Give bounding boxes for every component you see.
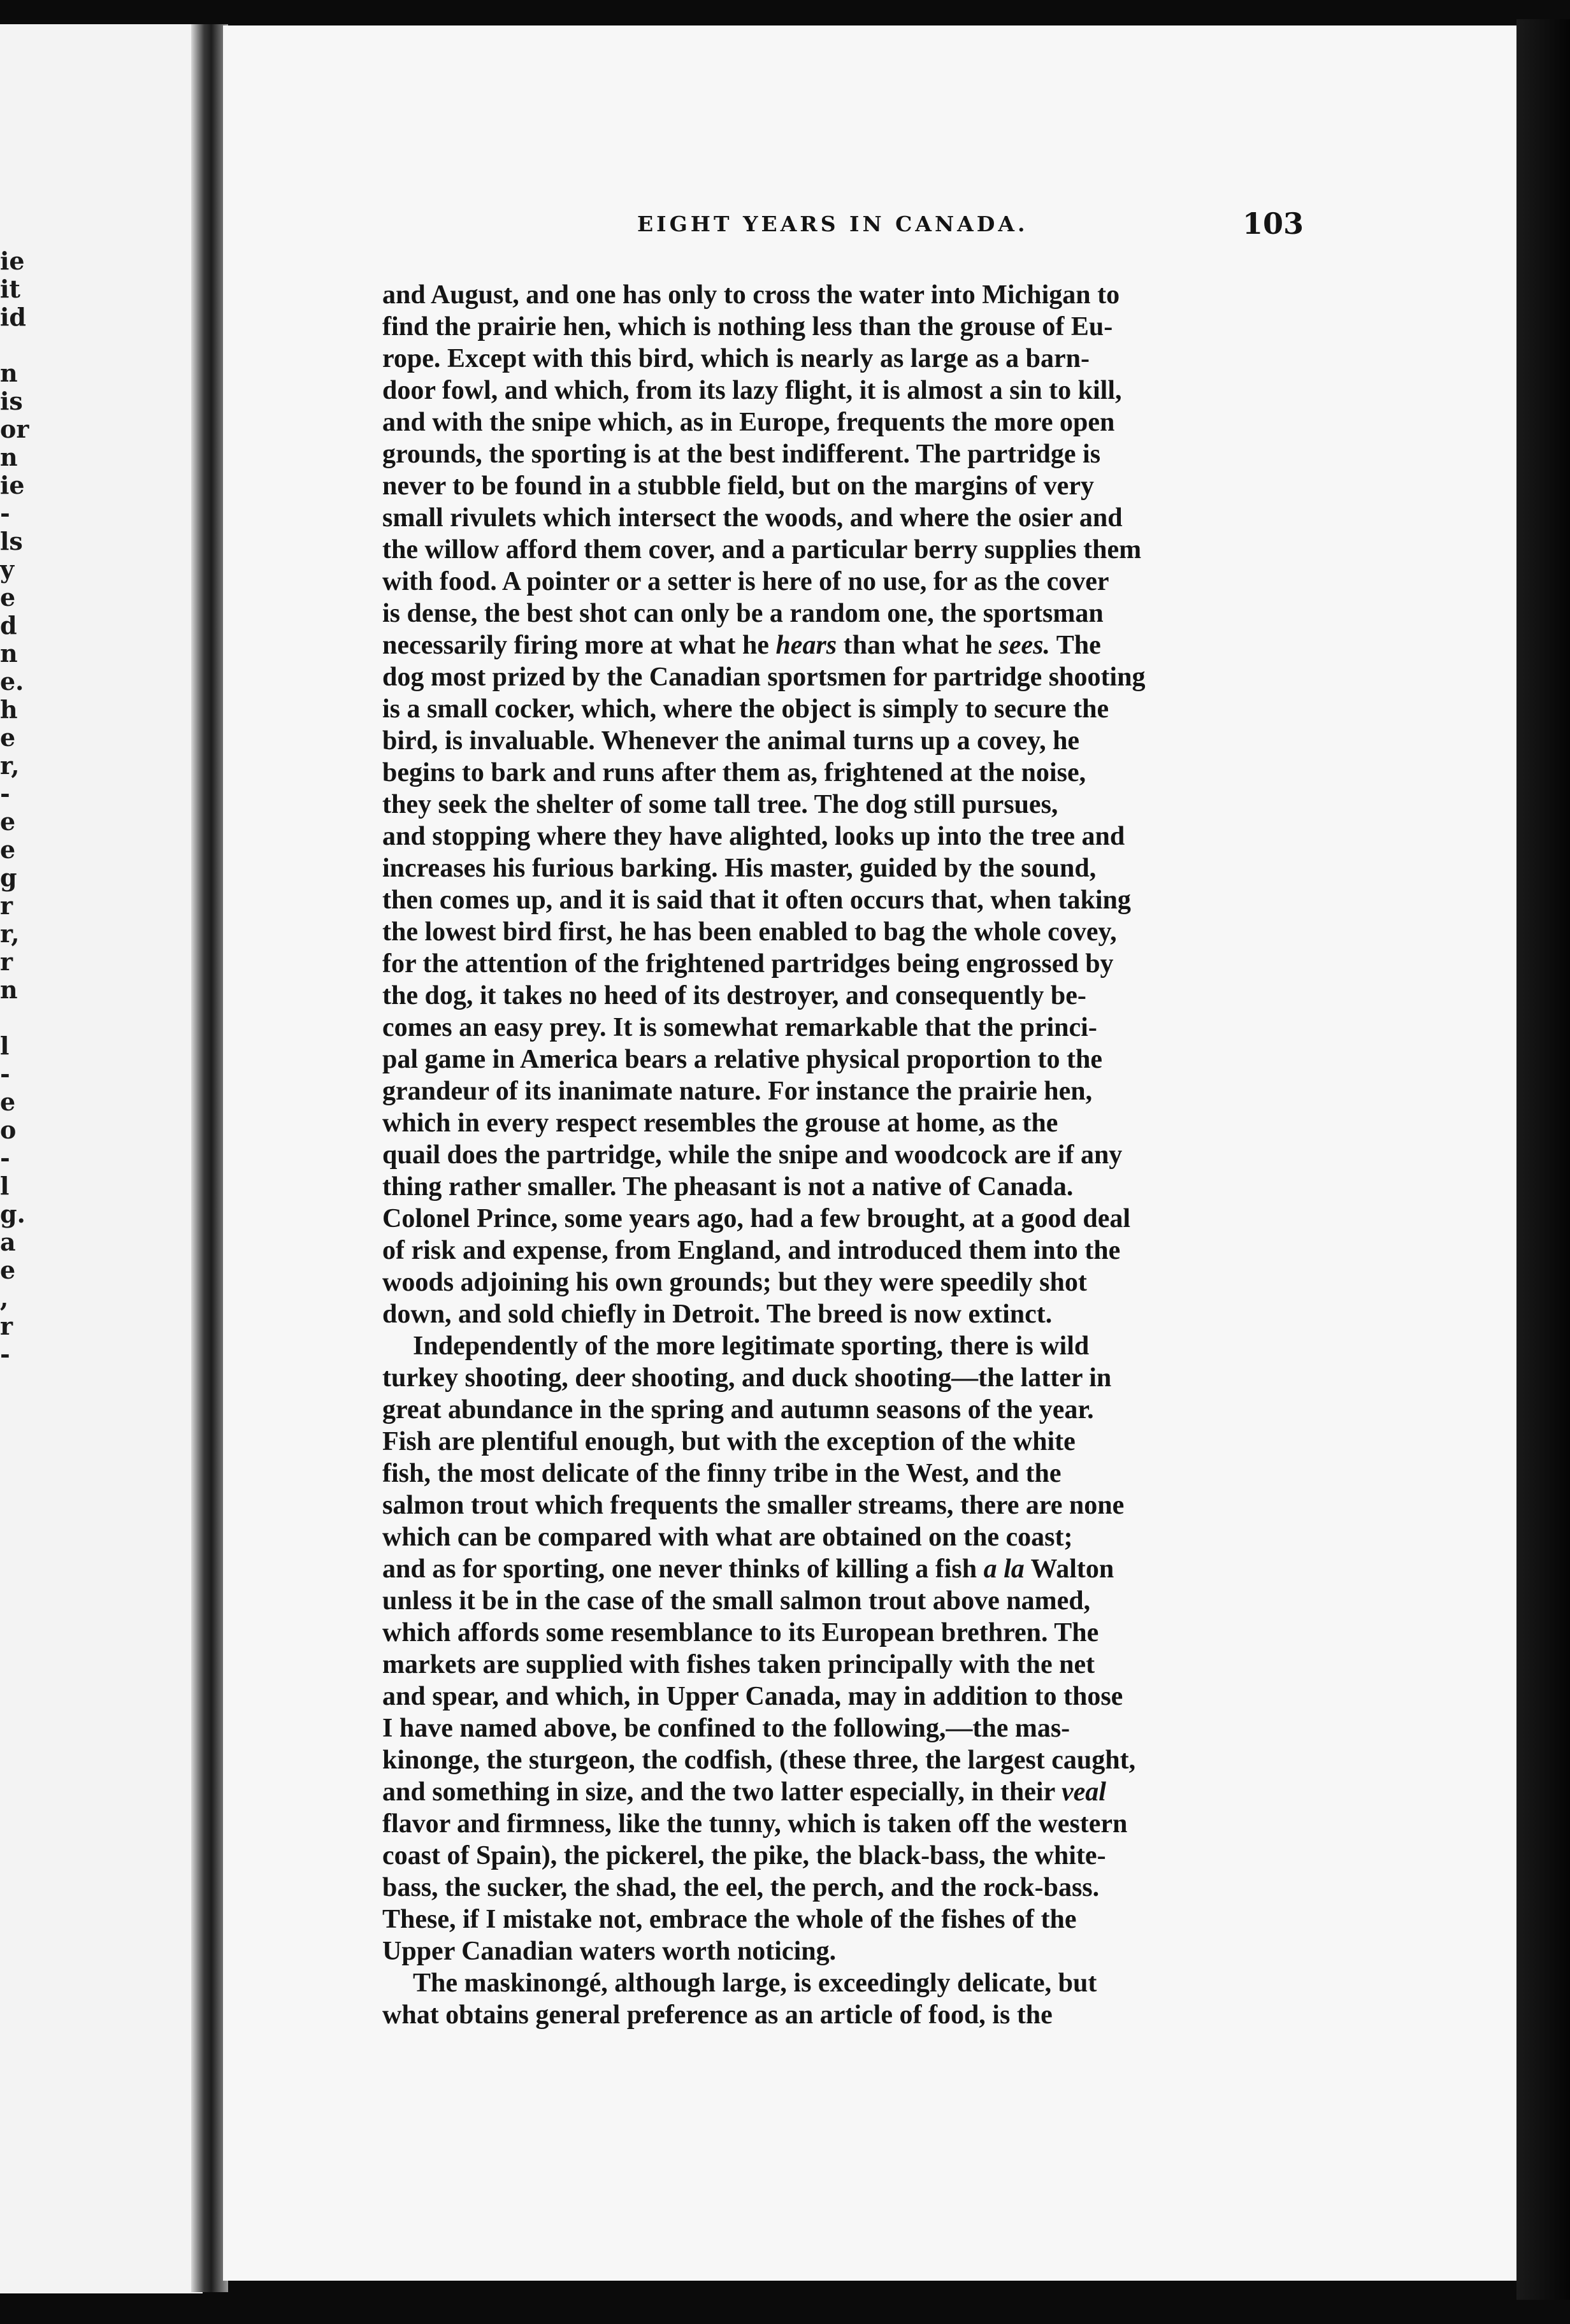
left-fragment: h bbox=[0, 695, 18, 724]
left-fragment: n bbox=[0, 639, 18, 668]
text-line: bass, the sucker, the shad, the eel, the perch, and the rock-bass. bbox=[382, 1873, 1100, 1902]
text-line: These, if I mistake not, embrace the whole of the fishes of the bbox=[382, 1905, 1077, 1934]
text-line: the lowest bird first, he has been enabled to bag the whole covey, bbox=[382, 917, 1117, 947]
text-line: comes an easy prey. It is somewhat remarkable that the princi- bbox=[382, 1013, 1097, 1042]
text-line: the dog, it takes no heed of its destroyer, and consequently be- bbox=[382, 981, 1086, 1010]
left-fragment: d bbox=[0, 611, 17, 640]
text-line: and August, and one has only to cross the water into Michigan to bbox=[382, 280, 1120, 310]
left-fragment: id bbox=[0, 303, 27, 331]
text-line: necessarily firing more at what he hears than what he sees. The bbox=[382, 631, 1101, 660]
left-fragment: r bbox=[0, 891, 13, 920]
left-fragment: e bbox=[0, 1087, 16, 1116]
text-line: with food. A pointer or a setter is here of no use, for as the cover bbox=[382, 567, 1109, 596]
left-facing-page bbox=[0, 24, 203, 2293]
text-line: Colonel Prince, some years ago, had a few brought, at a good deal bbox=[382, 1204, 1131, 1233]
left-fragment: e bbox=[0, 807, 16, 836]
page-body bbox=[382, 279, 1516, 2031]
text-line: grounds, the sporting is at the best indifferent. The partridge is bbox=[382, 440, 1101, 469]
text-line: markets are supplied with fishes taken principally with the net bbox=[382, 1650, 1095, 1679]
left-fragment: g bbox=[0, 863, 17, 892]
left-fragment: e bbox=[0, 723, 16, 752]
text-line: is dense, the best shot can only be a random one, the sportsman bbox=[382, 599, 1104, 628]
text-line: down, and sold chiefly in Detroit. The breed is now extinct. bbox=[382, 1300, 1053, 1329]
running-head: EIGHT YEARS IN CANADA. bbox=[637, 212, 1028, 236]
text-line: quail does the partridge, while the snipe and woodcock are if any bbox=[382, 1140, 1123, 1170]
text-line: and with the snipe which, as in Europe, frequents the more open bbox=[382, 408, 1115, 437]
left-fragment: is bbox=[0, 387, 23, 415]
left-fragment: y bbox=[0, 555, 15, 584]
left-fragment: e. bbox=[0, 667, 24, 696]
left-fragment: n bbox=[0, 975, 18, 1004]
text-line: then comes up, and it is said that it often occurs that, when taking bbox=[382, 886, 1131, 915]
left-fragment: - bbox=[0, 1144, 10, 1172]
left-fragment: or bbox=[0, 415, 29, 443]
page-header bbox=[223, 206, 1516, 245]
left-fragment: - bbox=[0, 499, 10, 527]
left-fragment: ls bbox=[0, 527, 23, 556]
left-fragment bbox=[0, 1004, 64, 1032]
text-line: never to be found in a stubble field, but on the margins of very bbox=[382, 471, 1094, 501]
text-line: grandeur of its inanimate nature. For instance the prairie hen, bbox=[382, 1077, 1093, 1106]
text-line: and as for sporting, one never thinks of killing a fish a la Walton bbox=[382, 1554, 1114, 1584]
left-fragment: it bbox=[0, 275, 20, 303]
left-fragment: - bbox=[0, 1340, 10, 1368]
text-line: which affords some resemblance to its European brethren. The bbox=[382, 1618, 1099, 1647]
text-line: which can be compared with what are obtained on the coast; bbox=[382, 1523, 1073, 1552]
left-fragment bbox=[0, 331, 64, 359]
text-line: turkey shooting, deer shooting, and duck shooting—the latter in bbox=[382, 1363, 1112, 1393]
text-line: which in every respect resembles the grouse at home, as the bbox=[382, 1108, 1058, 1138]
text-line: kinonge, the sturgeon, the codfish, (these three, the largest caught, bbox=[382, 1746, 1136, 1775]
left-fragment: r bbox=[0, 947, 13, 976]
text-line: increases his furious barking. His master, guided by the sound, bbox=[382, 854, 1097, 883]
text-line: of risk and expense, from England, and introduced them into the bbox=[382, 1236, 1121, 1265]
text-line: door fowl, and which, from its lazy flight, it is almost a sin to kill, bbox=[382, 376, 1122, 405]
text-line: begins to bark and runs after them as, frightened at the noise, bbox=[382, 758, 1086, 787]
left-fragment: l bbox=[0, 1031, 10, 1060]
text-line: Fish are plentiful enough, but with the exception of the white bbox=[382, 1427, 1076, 1456]
left-fragment: ie bbox=[0, 471, 25, 499]
text-line: is a small cocker, which, where the object is simply to secure the bbox=[382, 694, 1109, 724]
left-fragment: l bbox=[0, 1172, 10, 1200]
text-line: fish, the most delicate of the finny tribe in the West, and the bbox=[382, 1459, 1062, 1488]
page-number: 103 bbox=[1242, 206, 1304, 241]
text-line: Independently of the more legitimate sporting, there is wild bbox=[413, 1331, 1090, 1361]
text-line: woods adjoining his own grounds; but they were speedily shot bbox=[382, 1268, 1087, 1297]
left-fragment: o bbox=[0, 1115, 17, 1144]
text-line: great abundance in the spring and autumn seasons of the year. bbox=[382, 1395, 1094, 1424]
text-line: flavor and firmness, like the tunny, which is taken off the western bbox=[382, 1809, 1128, 1839]
book-page bbox=[223, 25, 1516, 2281]
left-fragment: e bbox=[0, 583, 16, 612]
text-line: and spear, and which, in Upper Canada, may in addition to those bbox=[382, 1682, 1123, 1711]
text-line: I have named above, be confined to the following,—the mas- bbox=[382, 1714, 1070, 1743]
text-line: thing rather smaller. The pheasant is not a native of Canada. bbox=[382, 1172, 1074, 1201]
text-line: small rivulets which intersect the woods, and where the osier and bbox=[382, 503, 1123, 533]
text-line: and something in size, and the two latter especially, in their veal bbox=[382, 1777, 1106, 1807]
left-fragment: n bbox=[0, 359, 18, 387]
left-fragment: r, bbox=[0, 919, 20, 948]
left-fragment: r, bbox=[0, 751, 20, 780]
text-line: pal game in America bears a relative physical proportion to the bbox=[382, 1045, 1103, 1074]
text-line: find the prairie hen, which is nothing less than the grouse of Eu- bbox=[382, 312, 1113, 341]
text-line: dog most prized by the Canadian sportsmen for partridge shooting bbox=[382, 663, 1146, 692]
text-line: and stopping where they have alighted, looks up into the tree and bbox=[382, 822, 1125, 851]
left-fragment: - bbox=[0, 779, 10, 808]
left-fragment: r bbox=[0, 1312, 13, 1340]
text-line: bird, is invaluable. Whenever the animal turns up a covey, he bbox=[382, 726, 1080, 756]
left-fragment: ie bbox=[0, 247, 25, 275]
left-fragment: n bbox=[0, 443, 18, 471]
text-line: unless it be in the case of the small salmon trout above named, bbox=[382, 1586, 1091, 1616]
text-line: Upper Canadian waters worth noticing. bbox=[382, 1937, 837, 1966]
text-line: coast of Spain), the pickerel, the pike, the black-bass, the white- bbox=[382, 1841, 1106, 1870]
text-line: they seek the shelter of some tall tree. The dog still pursues, bbox=[382, 790, 1058, 819]
left-fragment: a bbox=[0, 1228, 16, 1256]
left-fragment: e bbox=[0, 1256, 16, 1284]
right-scan-edge bbox=[1516, 19, 1570, 2300]
text-line: for the attention of the frightened partridges being engrossed by bbox=[382, 949, 1114, 979]
text-line: The maskinongé, although large, is exceedingly delicate, but bbox=[413, 1969, 1097, 1998]
left-fragment: e bbox=[0, 835, 16, 864]
left-fragment: , bbox=[0, 1284, 9, 1312]
left-page-margin-fragments bbox=[0, 247, 64, 1368]
text-line: rope. Except with this bird, which is nearly as large as a barn- bbox=[382, 344, 1090, 373]
text-line: the willow afford them cover, and a particular berry supplies them bbox=[382, 535, 1142, 564]
text-line: what obtains general preference as an article of food, is the bbox=[382, 2000, 1053, 2030]
left-fragment: g. bbox=[0, 1200, 25, 1228]
text-line: salmon trout which frequents the smaller streams, there are none bbox=[382, 1491, 1125, 1520]
left-fragment: - bbox=[0, 1059, 10, 1088]
